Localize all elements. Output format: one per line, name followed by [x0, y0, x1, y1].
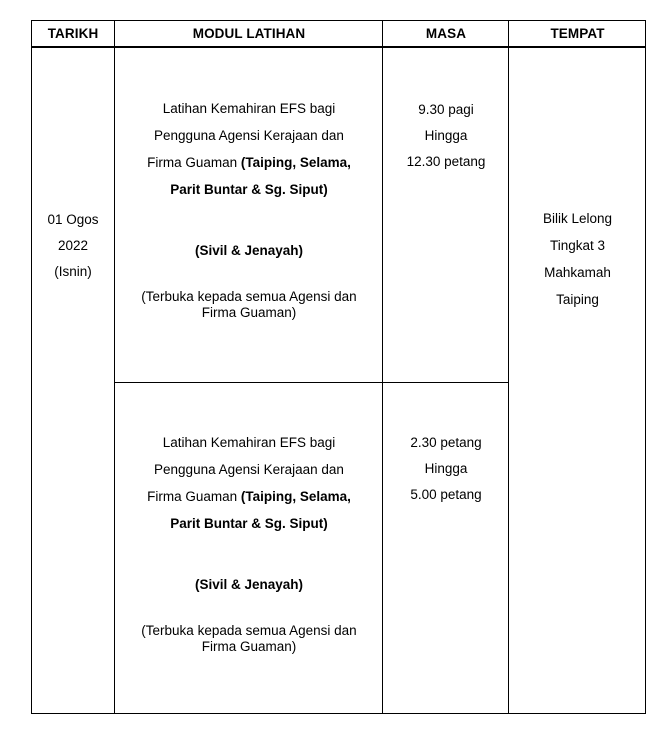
header-modul-latihan: MODUL LATIHAN [192, 25, 306, 41]
module-1-line-1: Latihan Kemahiran EFS bagi [162, 101, 336, 116]
venue-line-1: Bilik Lelong [542, 211, 613, 226]
module-1-locations: (Taiping, Selama, [240, 155, 351, 170]
module-1-open-line-2: Firma Guaman) [201, 305, 297, 320]
module-2-line-3 [115, 483, 383, 510]
time-cell-2 [383, 430, 509, 508]
module-2-open-line-2: Firma Guaman) [201, 639, 297, 654]
venue-line-3: Mahkamah [544, 265, 611, 280]
session-divider [114, 382, 509, 383]
header-masa: MASA [425, 25, 467, 41]
time-2-to: Hingga [424, 461, 468, 476]
module-2-line-3-prefix: Firma Guaman [147, 489, 241, 504]
module-2-line-2: Pengguna Agensi Kerajaan dan [154, 462, 344, 477]
module-cell-2 [115, 429, 383, 655]
date-cell [31, 207, 115, 285]
module-2-locations-cont: Parit Buntar & Sg. Siput) [170, 516, 328, 531]
table-right-border [645, 20, 646, 714]
table-bottom-border [31, 713, 646, 714]
time-2-start: 2.30 petang [410, 435, 482, 450]
header-tarikh: TARIKH [47, 25, 99, 41]
time-1-to: Hingga [424, 128, 468, 143]
venue-cell [509, 205, 646, 313]
module-1-open-line-1: (Terbuka kepada semua Agensi dan [141, 289, 357, 304]
time-1-start: 9.30 pagi [418, 102, 474, 117]
module-1-line-4 [115, 176, 383, 203]
schedule-table [31, 20, 646, 714]
time-2-end: 5.00 petang [410, 487, 482, 502]
module-1-line-3-prefix: Firma Guaman [147, 155, 241, 170]
module-1-line-2: Pengguna Agensi Kerajaan dan [154, 128, 344, 143]
venue-line-4: Taiping [556, 292, 599, 307]
module-2-line-1: Latihan Kemahiran EFS bagi [162, 435, 336, 450]
venue-line-2: Tingkat 3 [549, 238, 606, 253]
date-line-2: 2022 [57, 238, 89, 253]
module-2-locations: (Taiping, Selama, [240, 489, 351, 504]
module-1-category: (Sivil & Jenayah) [194, 243, 304, 258]
module-2-open-line-1: (Terbuka kepada semua Agensi dan [141, 623, 357, 638]
header-bottom-border [31, 46, 646, 48]
module-2-line-4 [115, 510, 383, 537]
time-cell-1 [383, 97, 509, 175]
header-tempat: TEMPAT [550, 25, 605, 41]
table-left-border [31, 20, 32, 714]
module-1-locations-cont: Parit Buntar & Sg. Siput) [170, 182, 328, 197]
module-cell-1 [115, 95, 383, 321]
module-2-category: (Sivil & Jenayah) [194, 577, 304, 592]
date-line-3: (Isnin) [54, 264, 92, 279]
time-1-end: 12.30 petang [406, 154, 486, 169]
date-line-1: 01 Ogos [47, 212, 99, 227]
module-1-line-3 [115, 149, 383, 176]
